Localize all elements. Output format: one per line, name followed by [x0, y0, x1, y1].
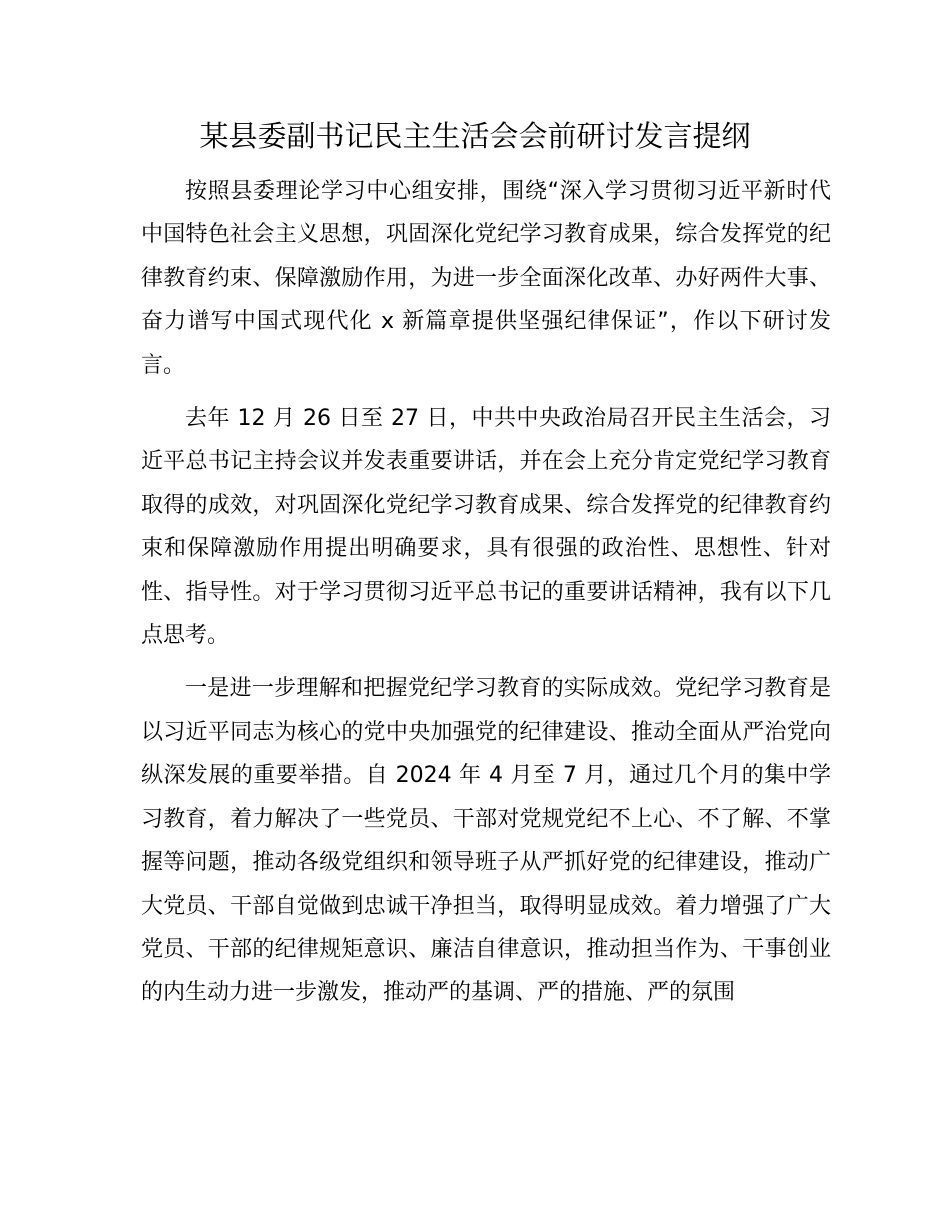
document-body	[141, 170, 831, 1025]
paragraph-background: 去年 12 月 26 日至 27 日，中共中央政治局召开民主生活会，习近平总书记主持会议并发表重要讲话，并在会上充分肯定党纪学习教育取得的成效，对巩固深化党纪学习教育成果、综合发挥党的纪律教育约束和保障激励作用提出明确要求，具有很强的政治性、思想性、针对性、指导性。对于学习贯彻习近平总书记的重要讲话精神，我有以下几点思考。	[141, 406, 831, 649]
paragraph-intro: 按照县委理论学习中心组安排，围绕“深入学习贯彻习近平新时代中国特色社会主义思想，巩固深化党纪学习教育成果，综合发挥党的纪律教育约束、保障激励作用，为进一步全面深化改革、办好两件大事、奋力谱写中国式现代化 x 新篇章提供坚强纪律保证”，作以下研讨发言。	[141, 179, 831, 378]
paragraph-point-one: 一是进一步理解和把握党纪学习教育的实际成效。党纪学习教育是以习近平同志为核心的党中央加强党的纪律建设、推动全面从严治党向纵深发展的重要举措。自 2024 年 4 月至 7 月，通过几个月的集中学习教育，着力解决了一些党员、干部对党规党纪不上心、不了解、不掌握等问题，推动各级党组织和领导班子从严抓好党的纪律建设，推动广大党员、干部自觉做到忠诚干净担当，取得明显成效。着力增强了广大党员、干部的纪律规矩意识、廉洁自律意识，推动担当作为、干事创业的内生动力进一步激发，推动严的基调、严的措施、严的氛围	[141, 676, 831, 1006]
document-title: 某县委副书记民主生活会会前研讨发言提纲	[199, 119, 751, 153]
